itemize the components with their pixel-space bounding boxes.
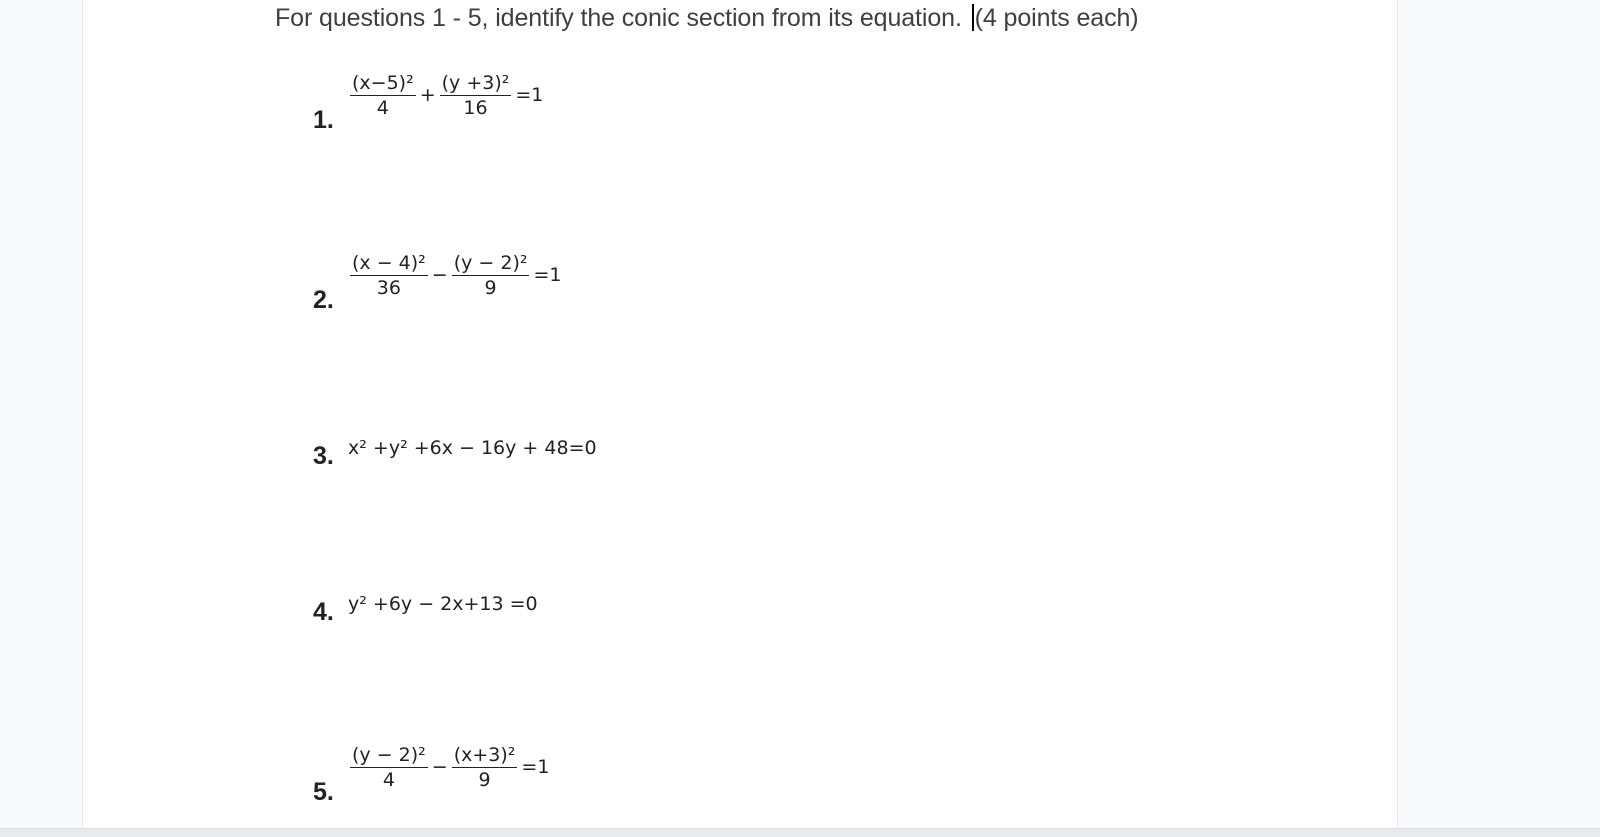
- question-2-number: 2.: [313, 286, 334, 314]
- fraction: [452, 252, 530, 299]
- instructions-text-part2: (4 points each): [974, 4, 1139, 32]
- fraction: [350, 744, 428, 791]
- numerator: (x − 4)²: [352, 252, 426, 274]
- operator: −: [431, 755, 448, 778]
- numerator: (x−5)²: [352, 72, 414, 94]
- fraction: [350, 252, 428, 299]
- numerator: (x+3)²: [453, 744, 516, 766]
- text-cursor: [972, 4, 974, 31]
- question-2-equation: [348, 252, 564, 299]
- numerator: (y +3)²: [441, 72, 510, 94]
- question-5-equation: [348, 744, 551, 791]
- denominator: 36: [376, 277, 401, 299]
- equals-one: =1: [515, 83, 544, 106]
- denominator: 16: [463, 97, 488, 119]
- equation-text: y² +6y − 2x+13 =0: [348, 593, 538, 615]
- question-1-equation: [348, 72, 545, 119]
- denominator: 4: [382, 769, 395, 791]
- equals-one: =1: [521, 755, 550, 778]
- denominator: 9: [484, 277, 497, 299]
- instructions-text[interactable]: [275, 4, 1139, 33]
- question-4-number: 4.: [313, 598, 334, 626]
- fraction: [350, 72, 416, 119]
- instructions-text-part1: For questions 1 - 5, identify the conic section from its equation.: [275, 4, 969, 32]
- question-3-equation: [348, 436, 597, 460]
- question-1-number: 1.: [313, 106, 334, 134]
- operator: +: [419, 83, 436, 106]
- denominator: 9: [478, 769, 491, 791]
- document-page: [82, 0, 1398, 828]
- numerator: (y − 2)²: [453, 252, 528, 274]
- question-3-number: 3.: [313, 442, 334, 470]
- equation-text: x² +y² +6x − 16y + 48=0: [348, 437, 597, 459]
- question-4-equation: [348, 592, 538, 616]
- question-5-number: 5.: [313, 778, 334, 806]
- denominator: 4: [376, 97, 389, 119]
- fraction: [440, 72, 512, 119]
- numerator: (y − 2)²: [352, 744, 426, 766]
- fraction: [452, 744, 518, 791]
- equals-one: =1: [533, 263, 562, 286]
- operator: −: [431, 263, 448, 286]
